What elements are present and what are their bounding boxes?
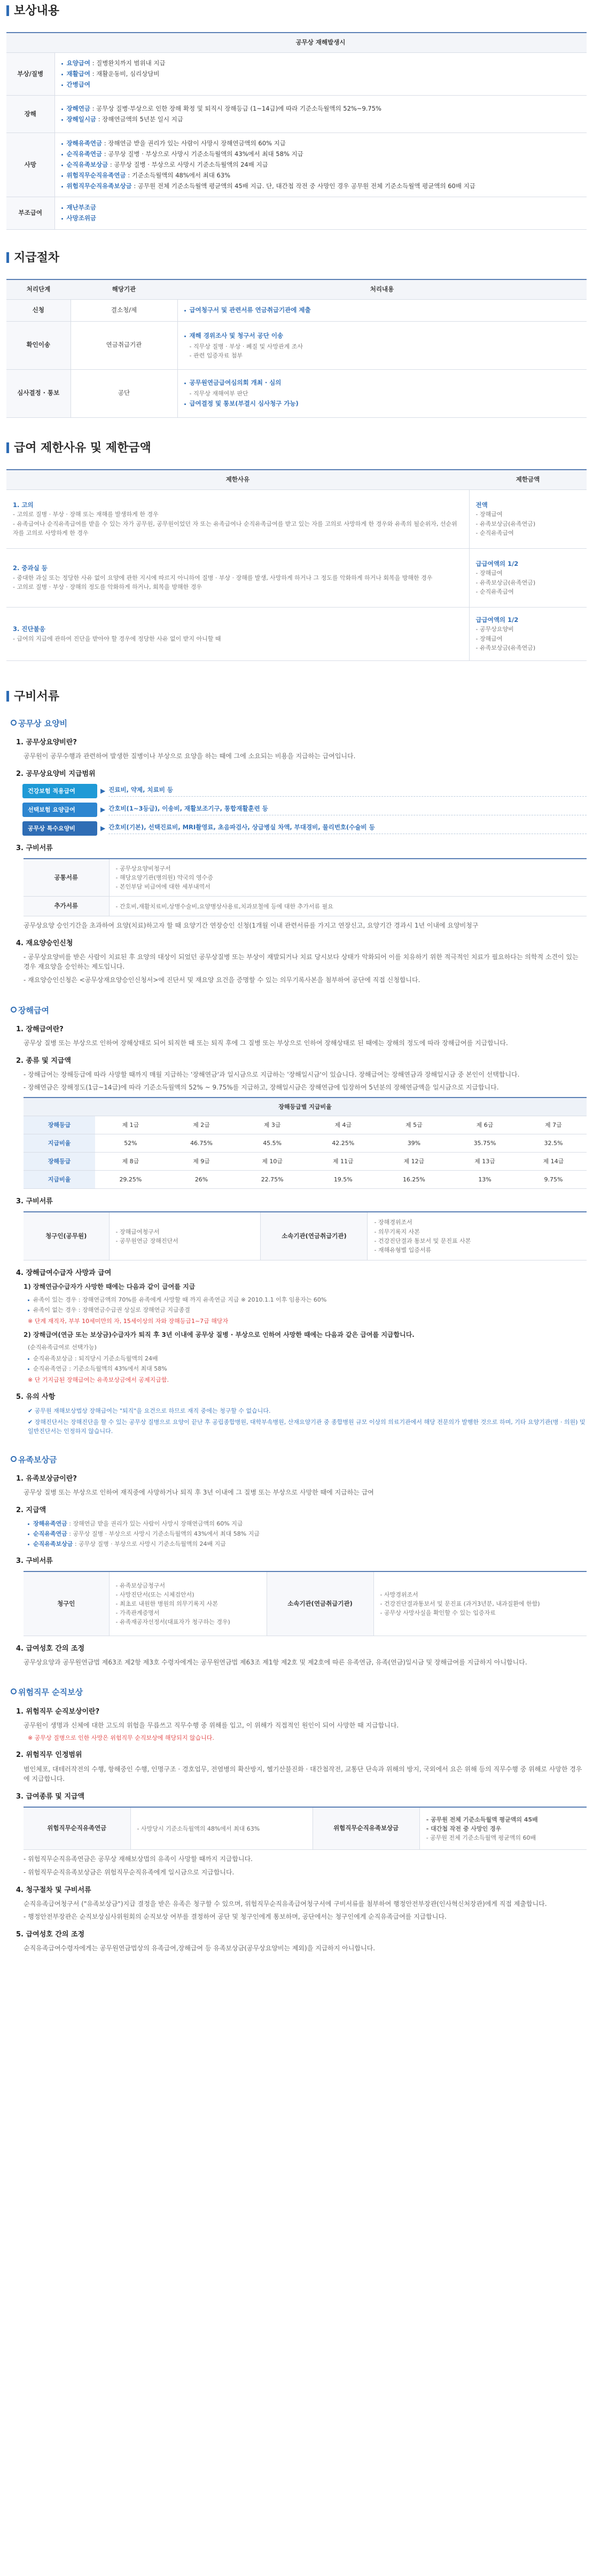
arrow-icon: ▶: [100, 806, 106, 814]
subheading-medical-care: 공무상 요양비: [11, 718, 587, 730]
section-title-procedure: 지급절차: [6, 249, 587, 267]
section-title-compensation: 보상내용: [6, 2, 587, 20]
row-head: 부상/질병: [6, 52, 54, 95]
docs-table-disability: 청구인(공무원) - 장해급여청구서 - 공무원연금 장해진단서 소속기관(연금취급기관) - 장해경위조서 - 의무기록지 사본 - 건강진단결과 통보서 및 문진표 사본 - 재해유형별 입증서류: [24, 1211, 587, 1260]
subheading-survivor: 유족보상금: [11, 1454, 587, 1466]
item-list: 요양급여 : 질병완치까지 범위내 지급 재활급여 : 재활운동비, 심리상담비 간병급여: [61, 59, 581, 89]
info-note: ✔ 공무원 재해보상법상 장해급여는 "퇴직"을 요건으로 하므로 재직 중에는 청구할 수 없습니다.: [28, 1407, 271, 1414]
compensation-col-header: 공무상 재해발생시: [54, 33, 587, 52]
compensation-table: 공무상 재해발생시 부상/질병 요양급여 : 질병완치까지 범위내 지급 재활급여 : 재활운동비, 심리상담비 간병급여 장해 장해연금 : 공무상 질병·부상으로 인한 장해 확정 및 퇴직시 장해등급 (1~14급)에 따라 기준소득월액의 52%~9.75% 장해일시금 : 장해연금액의 5년분 일시 지급 사망 장해유족연금 : 장해연금 받을 권리가 있는 사람이 사망시 장해연금액의 60% 지급 순직유족연금 : 공무상 질병 · 부상으로 사망시 기준소득월액의 43%에서 최대 58% 지급 순직유족보상금 : 공무상 질병 · 부상으로 사망시 기준소득월액의 24배 지급 위험직무순직유족연금 : 기준소득월액의 48%에서 최대 63% 위험직무순직유족보상금 : 공무원 전체 기준소득월액 평균액의 45배 지급. 단, 대간첩 작전 중 사망인 경우 공무원 전체 기준소득월액 평균액의 60배 지급 부조급여 재난부조금 사망조위금: [6, 32, 587, 230]
subheading-disability: 장해급여: [11, 1005, 587, 1017]
disability-grade-table: 장해등급별 지급비율 장해등급 제 1급 제 2급 제 3급 제 4급 제 5급 제 6급 제 7급 지급비율 52% 46.75% 45.5% 42.25% 39% 35.75% 32.5% 장해등급 제 8급 제 9급 제 10급 제 11급 제 12급 제 13급 제 14급 지급비율 29.25% 26% 22.75% 19.5% 16.25% 13% 9.75%: [24, 1097, 587, 1189]
hazard-benefit-table: 위험직무순직유족연금 - 사망당시 기준소득월액의 48%에서 최대 63% 위험직무순직유족보상금 - 공무원 전체 기준소득월액 평균액의 45배 - 대간첩 작전 중 사망인 경우 - 공무원 전체 기준소득월액 평균액의 60배: [24, 1807, 587, 1850]
procedure-table: 처리단계 해당기관 처리내용 신청 결소청/제 급여청구서 및 관련서류 연금취급기관에 제출 확인이송 연금취급기관 재해 경위조사 및 청구서 공단 이송 - 직무상 질병 · 부상 · 폐질 및 사망관계 조사 - 관련 입증자료 첨부 심사결정 · 통보 공단 공무원연금급여심의회 개최 · 심의 - 직무상 재해여부 판단 급여결정 및 통보(부결시 심사청구 가능): [6, 279, 587, 418]
check-icon: ✔: [28, 1418, 35, 1426]
check-icon: ✔: [28, 1407, 35, 1414]
section-title-restriction: 급여 제한사유 및 제한금액: [6, 439, 587, 457]
section-title-documents: 구비서류: [6, 688, 587, 706]
info-note: ✔ 장해진단서는 장해진단을 할 수 있는 공무상 질병으로 요양이 끝난 후 공립종합병원, 대학부속병원, 산재요양기관 중 종합병원 규모 이상의 의료기관에서 해당 전문의가 발행한 것으로 하며, 기타 요양기관(병 · 의원) 및 일반진단서는 인정하지 않습니다.: [28, 1418, 586, 1435]
arrow-icon: ▶: [100, 787, 106, 795]
row-head: 장해: [6, 96, 54, 133]
restriction-table: 제한사유 제한금액 1. 고의 - 고의로 질병 · 부상 · 장해 또는 재해를 발생하게 한 경우 - 유족급여나 순직유족급여를 받을 수 있는 자가 공무원, 공무원이었던 자 또는 유족급여나 순직유족급여를 받고 있는 자를 고의로 사망하게 한 경우와 유족의 될순위자, 선순위 자를 고의로 사망하게 한 경우 전액 - 장해급여 - 유족보상금(유족연금) - 순직유족급여 2. 중과실 등 - 중대한 과실 또는 정당한 사유 없이 요양에 관한 지시에 따르지 아니하여 질병 · 부상 · 장해를 발생, 사망하게 하거나 그 정도를 악화하게 하거나 회복을 방해한 경우 - 고의로 질병 · 부상 · 장해의 정도를 악화하게 하거나, 회복을 방해한 경우 급급여액의 1/2 - 장해급여 - 유족보상금(유족연금) - 순직유족급여 3. 진단불응 - 급여의 지급에 관하여 진단을 받아야 할 경우에 정당한 사유 없이 받지 아니할 때 급급여액의 1/2 - 공무상요양비 - 장해급여 - 유족보상금(유족연금): [6, 469, 587, 661]
row-head: 사망: [6, 133, 54, 197]
row-head: 부조급여: [6, 197, 54, 230]
subheading-hazardous-duty: 위험직무 순직보상: [11, 1686, 587, 1699]
docs-table-survivor: 청구인 - 유족보상금청구서 - 사망진단서(또는 시체검안서) - 최초로 내원한 병원의 의무기록지 사본 - 가족관계증명서 - 유족재공자선정서(대표자가 청구하는 경우) 소속기관(연금취급기관) - 사망경위조서 - 건강진단결과통보서 및 문진표 (과거3년분, 내과질환에 한함) - 공무상 사망사실을 확인할 수 있는 입증자료: [24, 1571, 587, 1636]
docs-table-medical: 공통서류 - 공무상요양비청구서 - 해당요양기관(병의원) 약국의 영수증 - 본인부담 비급여에 대한 세부내역서 추가서류 - 간호비,재활치료비,상병수술비,요양병상사용료,치과보철에 등에 대한 추가서류 필요: [24, 858, 587, 916]
chip-row: 선택보험 요양급여 ▶ 간호비(1~3등급), 이송비, 재활보조기구, 통합재활훈련 등: [22, 803, 587, 817]
arrow-icon: ▶: [100, 824, 106, 832]
chip-row: 건강보험 적용급여 ▶ 진료비, 약제, 치료비 등: [22, 784, 587, 798]
chip-row: 공무상 특수요양비 ▶ 간호비(기본), 선택진료비, MRI촬영료, 초음파검사, 상급병실 차액, 부대경비, 물리번호(수술비 등: [22, 821, 587, 836]
